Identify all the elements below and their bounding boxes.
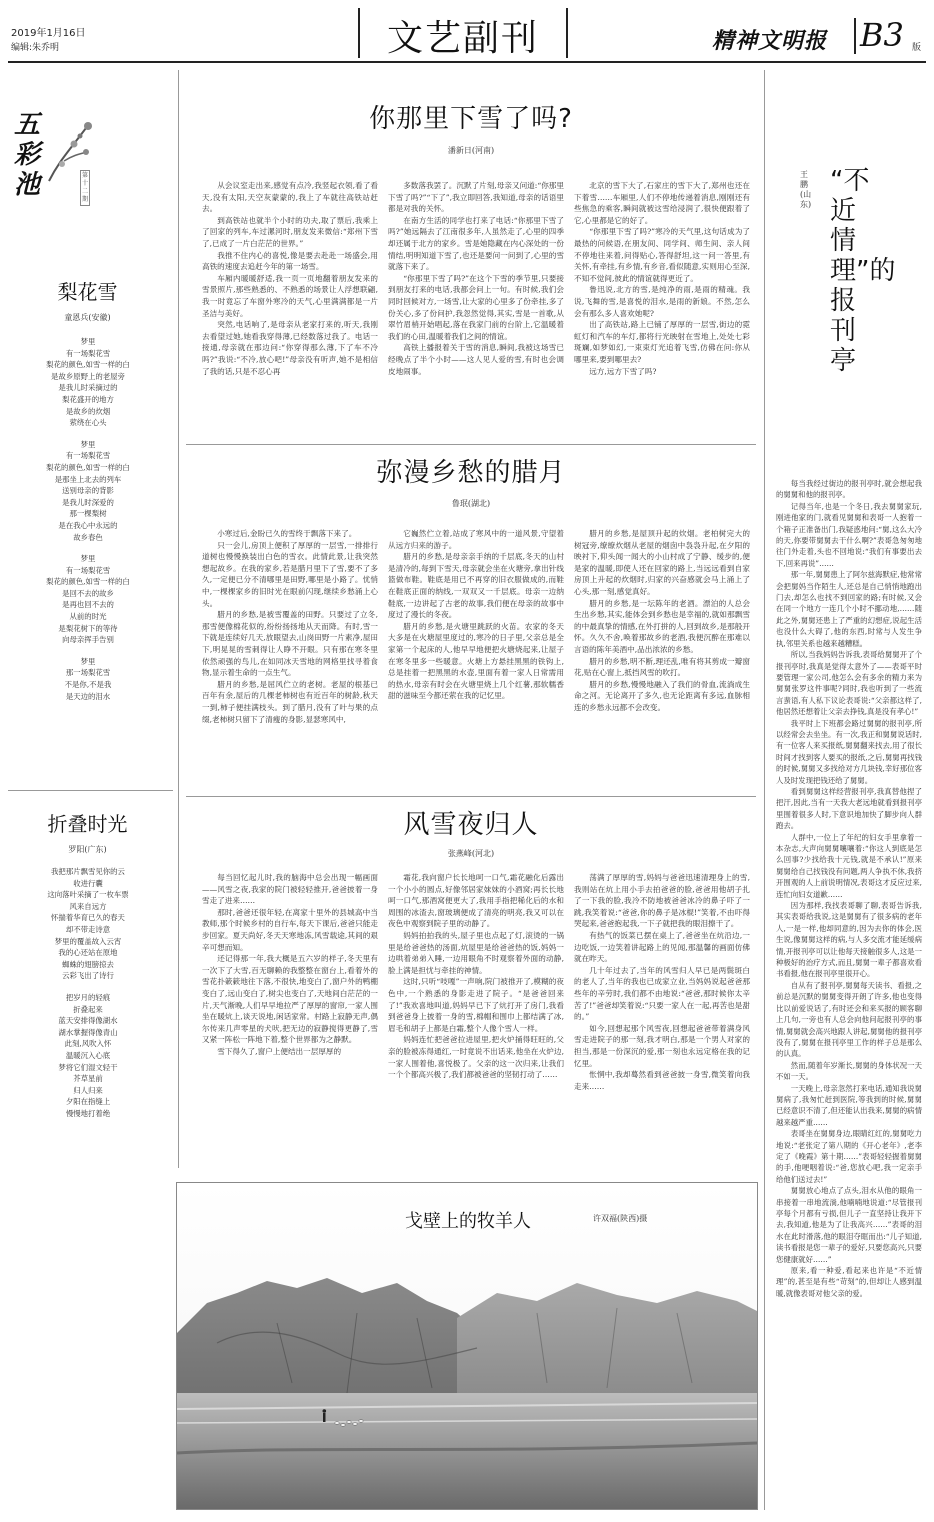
sidebar-vertical-rule [178,70,179,1168]
editor-credit: 编辑:朱乔明 [11,43,60,53]
article-paragraph: 车厢内暖暖舒适,我一页一页地翻着朋友发来的雪景照片,那些熟悉的、不熟悉的场景让人浮想联翩,我一时竟忘了车窗外寒冷的天气,心里满满都是一片圣洁与美好。 [202,273,378,318]
article-paragraph: 如今,回想起那个风雪夜,回想起爸爸带着满身风雪走进院子的那一刻,我才明白,那是一个男人对家的担当,那是一份深沉的爱,那一刻也永远定格在我的记忆里。 [574,1023,750,1068]
article-paragraph: 鲁迅说,北方的雪,是纯净的雨,是雨的精魂。我说,飞舞的雪,是喜悦的泪水,是雨的新娘。不然,怎么会有那么多人喜欢她呢? [574,285,750,318]
poem-line: 这向落叶采摘了一枚车票 [47,890,129,900]
article-column [776,478,922,1514]
photo-feature [176,1182,758,1510]
article-paragraph: 看到舅舅这样经营报刊亭,我真替他捏了把汗,因此,当有一天我大老远地就看到报刊亭里围着很多人时,下意识地加快了脚步向人群跑去。 [776,786,922,831]
article-paragraph: 在南方生活的同学也打来了电话:“你那里下雪了吗?”她远隔去了江南很多年,人虽然走了,心里的四季却还属于北方的家乡。雪是她隐藏在内心深处的一份情结,明明知道下雪了,也还是要问一问到了,心里的雪就落下来了。 [388,215,564,272]
photo-title: 戈壁上的牧羊人 [405,1211,531,1232]
masthead-divider [854,18,856,54]
poem-line: 慢慢地打着绝 [65,1108,111,1118]
article-paragraph: 远方,远方下雪了吗? [589,366,657,376]
poem-line: 有一场梨花雪 [65,565,111,575]
article-divider [186,796,756,797]
article-column [202,872,378,1168]
poem-line: 梦里 [80,439,96,449]
poem-line: 云彩飞出了诗行 [62,971,114,981]
article-paragraph: 腊月的乡愁,是一坛陈年的老酒。漂泊的人总会生出乡愁,其实,能体会到乡愁也是幸福的,就如那飘雪的中最真挚的情感,在外打拼的人,回到故乡,是那般开怀。久久不舍,唤着那故乡的老酒,我便沉醉在那难以言语的陈年美酒中,品出浓浓的乡愁。 [574,598,750,654]
article-paragraph: 多数落我罢了。沉默了片刻,母亲又问道:“你那里下雪了吗?”“下了”,我立即回答,我知道,母亲的话语里都是对我的关怀。 [388,181,564,214]
article-paragraph: “你那里下雪了吗?”寒冷的天气里,这句话成为了最热的问候语,在朋友间、同学间、师生间、亲人间不停地往来着,问得贴心,答得舒坦,这一问一答里,有关怀,有牵挂,有乡情,有乡音,看似随意,实则用心至深,不知不觉间,彼此的情谊就得更近了。 [574,227,750,283]
article-paragraph: 每当回忆起儿时,我的脑海中总会出现一幅画面——风雪之夜,我家的院门被轻轻推开,爸爸披着一身雪走了进来…… [202,873,378,906]
article-column [202,180,378,438]
article-paragraph: 妈妈拍拍我的头,屋子里也点起了灯,滚烫的一锅里是给爸爸热的汤面,炕屋里是给爸爸热的饭,妈妈一边哄着弟弟入睡,一边用眼角不时观察着外面的动静,脸上满是担忧与牵挂的神情。 [388,930,564,975]
poem-stanza [8,656,168,702]
article-paragraph: 腊月的乡愁,是屋顶升起的炊烟。老柏树完大的树冠旁,缭缭炊烟从老屋的烟囱中袅袅升起,在夕阳的映衬下,仰头闻一闻大的小山村成了宁静、缓步的,便是家的温暖,即使人还在回家的路上,当远远看到自家房顶上升起的炊烟时,归家的兴奋感就会马上涌上了心头,那一刻,感觉真好。 [574,529,750,596]
article-paragraph: 腊月的乡愁,是火塘里跳跃的火苗。农家的冬天大多是在火塘屋里度过的,寒冷的日子里,父亲总是全家第一个起床的人,他早早地便把火塘烧起来,让屋子在寒冬里多一些暖意。火塘上方悬挂黑黑的铁钩上,总是挂着一把黑黑的水壶,里面有着一家人日常需用的热水,母亲有时会在火塘里烧上几个红薯,那软糯香甜的滋味至今都还萦在我的记忆里。 [388,621,564,701]
poem-line: 却不带走诗意 [65,924,111,934]
article-column [574,872,750,1168]
poem-line: 折叠起来 [73,1004,103,1014]
poem-line: 是在我心中永远的 [58,520,118,530]
article-paragraph: 我平时上下班都会路过舅舅的报刊亭,所以经常会去坐坐。有一次,我正和舅舅说话时,有一位客人来买报纸,舅舅翻来找去,用了很长时间才找到客人要买的报纸,之后,舅舅再找钱的时候,舅舅又多找给对方几块钱,幸好那位客人及时发现把钱还给了舅舅。 [776,718,922,785]
page-number: B3 [860,16,904,54]
poem-line: 是梨花树下的等待 [58,623,118,633]
poem-line: 梦里的覆盖故入云宵 [54,936,122,946]
article-paragraph: 腊月的乡愁,是屈风伫立的老树。老屋的根基已百年有余,屋后的几棵老柿树也有近百年的树龄,秋天一到,柿子便挂满枝头。到了腊月,没有了叶与果的点缀,老柿树只留下了清瘦的身影,显瑟寒风中, [202,679,378,724]
poem-author: 童恩兵(安徽) [64,313,111,322]
article-paragraph: 从会议室走出来,感觉有点冷,我竖起衣领,看了看天,没有太阳,天空灰蒙蒙的,我上了车就往高铁站赶去。 [202,181,378,214]
article-column [388,872,564,1168]
article-paragraph: 小寒过后,金盼已久的雪终于飘落下来了。 [217,529,357,538]
poem-line: 梦里 [80,656,96,666]
article-paragraph: 每当我经过街边的报刊亭时,就会想起我的舅舅和他的报刊亭。 [776,479,922,500]
poem-line: 梦里 [80,554,96,564]
poem-stanza [8,336,168,429]
article-column [574,180,750,438]
article-title: 风雪夜归人 [403,810,539,840]
poem-line: 向母亲挥手告别 [62,635,114,645]
poem-line: 那一棵梨树 [69,509,107,519]
poem-line: 我的心还站在原地 [58,948,118,958]
article-column [574,528,750,790]
poem-stanza [8,553,168,646]
article-paragraph: 高铁上播报着关于雪的消息,瞬间,我被这场雪已经晚点了半个小时——这人见人爱的雪,有时也会调皮地闹事。 [388,343,564,376]
poem-line: 那一场梨花雪 [65,668,111,678]
article-paragraph: 因为那样,我找表哥聊了聊,表哥告诉我,其实表哥给我说,这是舅舅有了很多病的老年人,一是一样,他却同意的,因为去你的体会,医生说,像舅舅这样的病,与人多交流才能延缓病情,开报刊亭可以让他每天接触很多人,这是一种极好的治疗方式,而且,舅舅一辈子都喜欢看书看报,他在报刊亭里很开心。 [776,901,922,979]
article-paragraph: 霜花,我向窗户长长地呵一口气,霜花融化后露出一个小小的圆点,好像邻居家妹妹的小酒窝;再长长地呵一口气,那酒窝便更大了,我用手指把稀化后的水和周围的冰渣去,窗玻璃便成了清亮的明亮,我又可以在夜色中观察到院子里的动静了。 [388,873,564,929]
poem-line: 是天边的泪水 [65,691,111,701]
page-suffix: 版 [912,43,922,53]
poem-line: 梨花盛开的地方 [62,394,114,404]
article-author: 张燕峰(河北) [447,849,495,858]
article-paragraph: 我推不住内心的喜悦,像是要去赴赴一场盛会,用高铁的速度去追赶今年的第一场雪。 [202,250,378,272]
article-paragraph: 原来,看一种爱,看起来也许是“不近情理”的,甚至是有些“苛刻”的,但却让人感到温暖,就像表哥对他父亲的爱。 [776,1266,922,1298]
section-title: 文艺副刊 [386,18,539,59]
poem-line: 梨花的颜色,如雪一样的白 [46,360,130,370]
poem-stanza [8,992,168,1120]
poem-line: 有一场梨花雪 [65,348,111,358]
poem-line: 是再也回不去的 [62,600,114,610]
poem-line: 梨花的颜色,如雪一样的白 [46,577,130,587]
article-column [202,528,378,790]
article-paragraph: 腊月的乡愁,是被雪覆盖的田野。只要过了立冬,那雪便像棉花似的,纷纷扬扬地从天而降。有时,雪一下就是连续好几天,放眼望去,山岗田野一片素净,屋田下,明晃晃的雪刺得让人睁不开眼。只有那在寒冬里依然顽强的鸟儿,在如同冰天雪地的网格里找寻着食物,显示着生命的一点生气。 [202,610,378,678]
poem-line: 夕阳在指缝上 [65,1097,111,1107]
poem-line: 萦绕在心头 [69,418,107,428]
article-paragraph: 还记得那一年,我大概是五六岁的样子,冬天里有一次下了大雪,百无聊赖的我整整在窗台上,看着外的雪花扑簌簌地往下落,不很快,地变白了,窗户外的鸭棚变白了,远山变白了,树尖也变白了,天地间白茫茫的一片,天气渐晚,人们早早地拉严了厚厚的窗帘,一家人围坐在暖炕上,谈天说地,闲话家常。村路上寂静无声,偶尔传来几声零星的犬吠,把无边的寂静搅得更静了,雪又紧一阵松一阵地下着,整个世界都为之静默。 [202,954,378,1045]
masthead-rule [8,61,926,63]
article-paragraph: 出了高铁站,路上已铺了厚厚的一层雪,街边的霓虹灯和汽车的车灯,都将行光映射在雪地上,处处七彩斑斓,如梦如幻,一束束灯光追着飞雪,仿佛在问:你从哪里来,要到哪里去? [574,320,750,364]
poem-line: 蜘蛛的翅膀掠去 [62,959,114,969]
poem-line: 是我儿时采摘过的 [58,383,118,393]
poem-body [8,336,168,716]
poem-line: 蓝天安排得像湖水 [58,1016,118,1026]
issue-date: 2019年1月16日 [11,28,86,39]
column-logo [10,110,96,210]
article-paragraph: 只一会儿,房顶上便积了厚厚的一层雪,一排排行道树也慢慢换装出白色的雪衣。此情此景,让我突然想起故乡。在我的家乡,若是腊月里下了雪,要不了多久,一定便已分不清哪里是田野,哪里是小路了。忧悄中,一棵棵家乡的旧时光在眼前闪现,继续乡愁涌上心头。 [202,540,378,608]
poem-line: 归人归来 [73,1085,103,1095]
article-paragraph: 一天晚上,母亲忽然打来电话,通知我说舅舅病了,我匆忙赶到医院,等我到的时候,舅舅已经意识不清了,但还能认出我来,舅舅的病情越来越严重…… [776,1083,922,1127]
poem-line: 梦将它们湿文轻干 [58,1062,118,1072]
article-paragraph: 那时,爸爸还很年轻,在离家十里外的县城高中当教师,那个时候乡村的自行车,每天下课后,爸爸只能走步回家。夏天尚好,冬天天寒地冻,风雪载途,其间的艰辛可想而知。 [202,907,378,952]
article-paragraph: 这时,只听“吱嘎”一声响,院门被推开了,模糊的夜色中,一个熟悉的身影走进了院子。“是爸爸回来了!”我欢喜地叫道,妈妈早已下了炕打开了房门,我看到爸爸身上披着一身的雪,棉帽和围巾上都结满了冰,眉毛和胡子上都是白霜,整个人像个雪人一样。 [388,977,564,1033]
poem-line: 芥草星前 [73,1074,103,1084]
article-paragraph: 腊月的乡愁,是母亲亲手纳的千层底,冬天的山村是清冷的,每到下雪天,母亲就会坐在火塘旁,拿出针线篮做布鞋。鞋底是用已不再穿的旧衣服做成的,而鞋在鞋底正面的纳线,一双双又一千层底。母亲一边纳鞋底,一边讲起了古老的故事,我们便在母亲的故事中度过了漫长的冬夜。 [388,552,564,620]
poem-line: 收进行囊 [73,878,103,888]
article-divider [186,444,756,445]
article-paragraph: 舅舅放心地点了点头,泪水从他的眼角一串接着一串地流淌,他喃喃地说道:“尽管报刊亭每个月都有亏损,但儿子一直坚持让我开下去,我知道,他是为了让我高兴……”表哥的泪水在此时滑落,他的眼泪夺眶而出:“儿子知道,读书看报是您一辈子的爱好,只要您高兴,只要您健康就好……” [776,1186,922,1264]
article-paragraph: 腊月的乡愁,明不断,理还乱,唯有将其剪成一瓣窗花,贴在心窗上,抵挡风雪的吹打。 [574,656,750,678]
poem-stanza [8,439,168,543]
poem-line: 从前的时光 [69,612,107,622]
poem-line: 故乡春色 [73,532,103,542]
article-paragraph: 自从有了报刊亭,舅舅每天读书、看报,之前总是沉默的舅舅变得开朗了许多,他也变得比以前爱说话了,有时还会和来买报的顾客聊上几句,一旁也有人总会向他问起报刊亭的事情,舅舅就会高兴地跟人讲起,舅舅他的报刊亭没有了,舅舅在报刊亭里工作的样子总是那么的认真。 [776,980,922,1059]
poem-line: 风来自远方 [69,901,107,911]
masthead [0,0,934,62]
article-paragraph: 它巍然伫立着,站成了寒风中的一道风景,守望着从远方归来的游子。 [388,529,564,550]
article-paragraph: 雪下得久了,窗户上便结出一层厚厚的 [217,1046,342,1056]
article-paragraph: 人群中,一位上了年纪的妇女手里拿着一本杂志,大声向舅舅嚷嚷着:“你这人到底是怎么回事?少找给我十元钱,就是不承认!”原来舅舅给自己找钱没有问题,两人争执不休,我挤开围观的人上前说明情况,表哥这才反应过来,连忙向妇女道歉…… [776,832,922,899]
article-paragraph: 那一年,舅舅患上了阿尔兹海默症,他常常会把舅妈当作陌生人,还总是自己悄悄地跑出门去,却怎么也找不到回家的路;有时候,又会在同一个地方一连几个小时不挪动地,……随此之外,舅舅还患上了严重的幻想症,说起生活也没什么大碍了,他的东西,时常与人发生争执,邻里关系也越来越糟糕。 [776,570,922,648]
article-column [388,180,564,438]
article-paragraph: 几十年过去了,当年的风雪归人早已是两鬓斑白的老人了,当年的我也已成家立业,当妈妈说起爸爸那些年的辛劳时,我们都不由地说:“爸爸,那时候你太辛苦了!”爸爸却笑着说:“只要一家人在一起,再苦也是甜的。” [574,965,750,1022]
article-title: “不近情理”的报刊亭 [830,166,896,376]
article-author: 王鹏(山东) [800,170,812,209]
article-paragraph: 荡满了厚厚的雪,妈妈与爸爸迅速清理身上的雪,我则站在炕上用小手去拍爸爸的脸,爸爸用他胡子扎了一下我的脸,我冷不防地被爸爸冰冷的鼻子吓了一跳,我笑着说:“爸爸,你的鼻子是冰棍!”笑着,不由吓得哭起来,爸爸抱起我,一下子就把我的眼泪擦干了。 [574,873,750,929]
column-logo-issue: 第十二期 [80,170,90,206]
poem-line: 把岁月的轻痕 [65,992,111,1002]
article-paragraph: 表哥坐在舅舅身边,眼睛红红的,舅舅吃力地说:“老张定了第八期的《开心老年》,老李定了《晚霞》第十期……”表哥轻轻握着舅舅的手,他哽咽着说:“爸,您放心吧,我一定亲手给他们送过去!” [776,1129,922,1184]
article-paragraph: 突然,电话响了,是母亲从老家打来的,听天,我刚去看望过她,她看我穿得薄,已经数落过我了。电话一接通,母亲就在那边问:“你穿得那么薄,下了车不冷吗?”我说:“不冷,放心吧!”母亲没有听声,她不是相信了我的话,只是不忍心再 [202,320,378,376]
poem-author: 罗阳(广东) [68,845,107,854]
poem-title: 梨花雪 [57,280,118,304]
article-author: 潘新日(河南) [447,146,495,155]
article-paragraph: 北京的雪下大了,石家庄的雪下大了,郑州也还在下着雪……车厢里,人们不停地传递着消息,刚刚还有些焦急的乘客,瞬间就被这雪给浸润了,很快便跟着了它,心里都是它的好了。 [574,181,750,225]
poem-stanza [8,866,168,982]
article-paragraph: 然而,随着年岁渐长,舅舅的身体状况一天不如一天。 [776,1060,922,1082]
article-paragraph: 怅惘中,我却蓦然看到爸爸披一身雪,微笑着向我走来…… [574,1070,750,1091]
article-paragraph: 妈妈连忙把爸爸拉进屋里,把火炉捅得旺旺的,父亲的脸被冻得通红,一时竟说不出话来,他坐在火炉边,一家人围着他,喜悦极了。父亲的这一次归来,让我们一个个都高兴极了,我们都被爸爸的坚韧打动了…… [388,1035,564,1080]
poem-line: 温暖沉入心底 [65,1050,111,1060]
article-title: 弥漫乡愁的腊月 [376,458,566,488]
article-paragraph: 记得当年,也是一个冬日,我去舅舅家玩,刚进他家的门,就看见舅舅和表哥一人抱着一个箱子正准备出门,我疑惑地问:“舅,这么大冷的天,你要带舅舅去干什么啊?”表哥急匆匆地往门外走着,头也不回地说:“我们有事要出去下,回来再说”…… [776,501,922,568]
article-paragraph: “你那里下雪了吗?”在这个下雪的季节里,只要接到朋友打来的电话,我都会问上一句。有时候,我们会同时回候对方,一场雪,让大家的心里多了份牵挂,多了份关心,多了份问护,我忽然觉得,其实,雪是一首歌,从翠竹眉梢开始唱起,落在我家门前的台阶上,它温暖着我们的心田,温暖着我们之间的情谊。 [388,273,564,341]
poem-line: 不是你,不是我 [64,680,112,690]
sidebar-divider [8,790,173,791]
poem-line: 此刻,风吹入怀 [64,1039,112,1049]
poem-line: 是故乡的炊烟 [65,406,111,416]
article-paragraph: 所以,当我妈妈告诉我,表哥给舅舅开了个报刊亭时,我真是觉得太意外了——表哥平时要管理一家公司,他怎么会有多余的精力来为舅舅张罗这件事呢?同时,我也听到了一些流言蜚语,有人私下议论表哥说:“父亲都这样了,他居然还想着让父亲去挣钱,真是没有孝心!” [776,650,922,717]
poem-line: 是那坐上北去的列车 [54,474,122,484]
photo-credit: 许双福(陕西)摄 [593,1214,648,1223]
poem-line: 是故乡原野上的老屋旁 [51,371,125,381]
poem-line: 有一场梨花雪 [65,451,111,461]
article-author: 鲁珉(湖北) [451,499,491,508]
article-paragraph: 腊月的乡愁,慢慢地融入了我们的骨血,流淌成生命之河。无论离开了多久,也无论距离有多远,血脉相连的乡愁永远都不会改变。 [574,679,750,712]
column-logo-title: 五彩池 [14,110,41,200]
article-paragraph: 有热气的饭菜已摆在桌上了,爸爸坐在炕沿边,一边吃饭,一边笑着讲起路上的见闻,那温馨的画面仿佛就在昨天。 [574,930,750,964]
poem-line: 湖水掌握得像青山 [58,1027,118,1037]
poem-body [8,866,168,1166]
poem-line: 我把那片飘雪见你的云 [51,867,125,876]
poem-line: 怀揣着华育已久的春天 [51,913,125,923]
poem-line: 梦里 [80,337,96,346]
poem-line: 是我儿时深爱的 [62,497,114,507]
article-title: 你那里下雪了吗? [369,104,573,134]
poem-line: 梨花的颜色,如雪一样的白 [46,462,130,472]
article-paragraph: 到高铁站也就半个小时的功夫,取了票后,我乘上了回家的列车,车过漯河时,朋友发来微信:“郑州下雪了,已成了一片白茫茫的世界。” [202,215,378,248]
paper-name: 精神文明报 [712,28,828,54]
article-column [388,528,564,790]
poem-title: 折叠时光 [47,812,128,836]
right-column-rule [764,70,765,1510]
poem-line: 送别母亲的背影 [62,486,114,496]
poem-line: 是回不去的故乡 [62,588,114,598]
